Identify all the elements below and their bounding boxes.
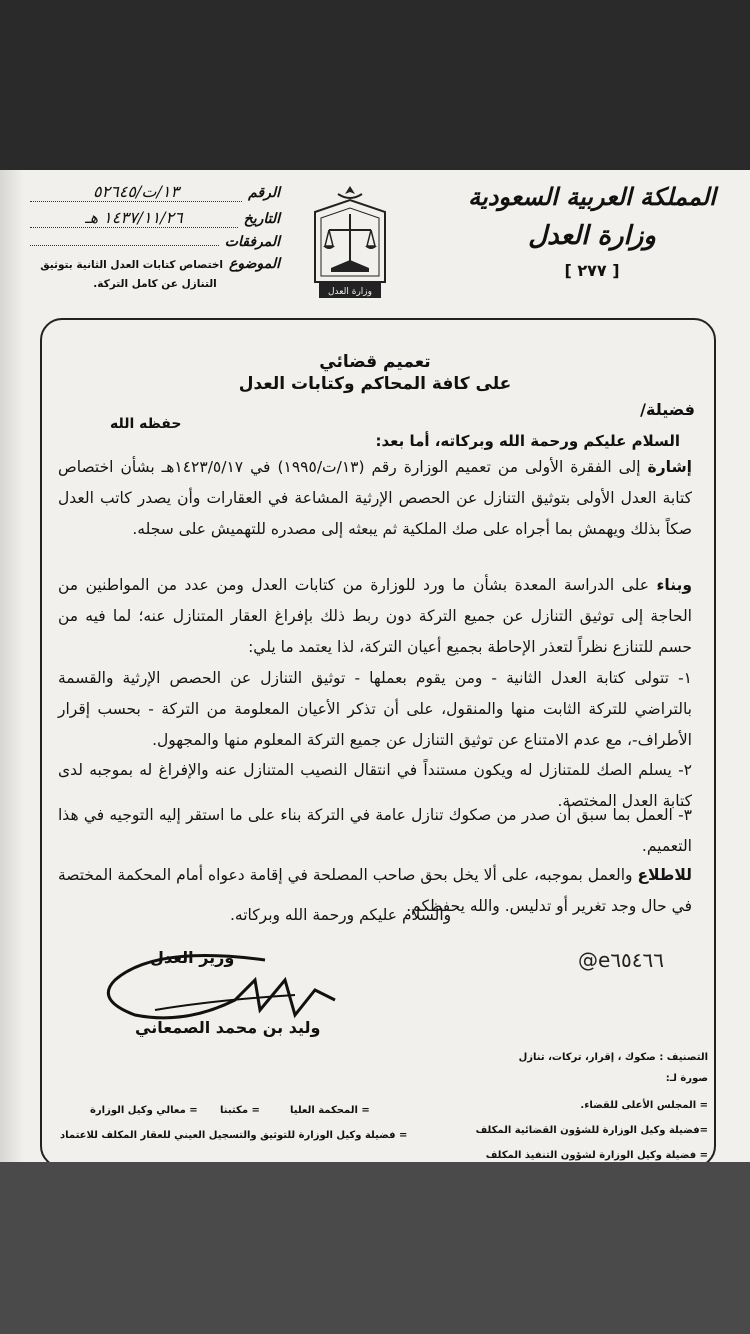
signatory-title: وزير العدل (150, 948, 235, 967)
p1-text: إلى الفقرة الأولى من تعميم الوزارة رقم (١٣/ت/١٩٩٥) في ١٤٢٣/٥/١٧هـ بشأن اختصاص كتابة العدل الأولى بتوثيق التنازل عن الحصص الإرثية المشاعة في العقارات وأن يصدر كاتب العدل صكاً بذلك ويهمش بما أجراه على صك الملكية ثم يبعثه إلى مصدره للتهميش على سجله. (58, 458, 692, 538)
title-line-1: تعميم قضائي (319, 352, 431, 372)
subject-row (30, 256, 280, 272)
paragraph-item-3: ٣- العمل بما سبق أن صدر من صكوك تنازل عامة في التركة بناء على ما استقر إليه التوجيه في هذا التعميم. (58, 806, 692, 855)
cc-item: = مكتبنا (220, 1105, 260, 1116)
subject-line-2: التنازل عن كامل التركة. (93, 278, 217, 290)
copy-to-label: صورة لـ: (665, 1073, 708, 1084)
attachments-row (30, 234, 280, 250)
signatory-name: وليد بن محمد الصمعاني (135, 1018, 321, 1037)
p2-lead: وبناء (656, 576, 692, 594)
cc-item: = المجلس الأعلى للقضاء. (580, 1100, 708, 1111)
document-page (0, 170, 750, 1162)
cc-item: = فضيلة وكيل الوزارة لشؤون التنفيذ المكلف (485, 1150, 708, 1161)
subject-row-2 (30, 278, 280, 290)
cc-item: = المحكمة العليا (290, 1105, 370, 1116)
date-value: ١٤٣٧/١١/٢٦ هـ (30, 208, 238, 228)
paragraph-study (58, 570, 692, 756)
reference-row (30, 182, 280, 202)
paragraph-item-2: ٢- يسلم الصك للمتنازل له ويكون مستنداً في انتقال النصيب المتنازل عنه والإفراغ له بموجبه لدى كتابة العدل المختصة. (58, 761, 692, 810)
classification: التصنيف : صكوك ، إقرار، تركات، تنازل (518, 1052, 708, 1063)
closing-line: والسلام عليكم ورحمة الله وبركاته. (230, 906, 452, 924)
cc-item: = فضيلة وكيل الوزارة للتوثيق والتسجيل العيني للعقار المكلف للاعتماد (60, 1130, 408, 1141)
watermark-handle: @e٦٥٤٦٦ (578, 948, 665, 972)
top-background (0, 0, 750, 170)
date-label: التاريخ (243, 211, 280, 227)
p2-text: على الدراسة المعدة بشأن ما ورد للوزارة من كتابات العدل ومن عدد من المواطنين من الحاجة إلى توثيق التنازل عن جميع التركة دون ربط ذلك بإفراغ العقار المتنازل عنه؛ لما فيه من حسم للتنازع نظراً لتعذر الإحاطة بجميع أعيان التركة، لذا يعتمد ما يلي: (58, 576, 692, 656)
reference-value: ١٣/ت/٥٢٦٤٥ (30, 182, 242, 202)
reference-label: الرقم (248, 185, 280, 201)
greeting: السلام عليكم ورحمة الله وبركاته، أما بعد: (375, 432, 680, 450)
ministry-name: وزارة العدل (528, 221, 656, 251)
p6-lead: للاطلاع (637, 866, 692, 884)
page-shadow (0, 170, 24, 1162)
ministry-emblem-icon (305, 182, 395, 302)
item-1: ١- تتولى كتابة العدل الثانية - ومن يقوم بعملها - توثيق التنازل عن الحصص الإرثية والقسمة بالتراضي للتركة الثابت منها والمنقول، على أن تذكر الأعيان المعلومة من التركة - بحسب إقرار الأطراف-، مع عدم الامتناع عن توثيق التنازل عن جميع التركة المعلوم منها والمجهول. (58, 669, 692, 749)
attachments-label: المرفقات (224, 234, 280, 250)
date-row (30, 208, 280, 228)
hafizahu-allah: حفظه الله (110, 416, 182, 432)
paragraph-reference (58, 452, 692, 545)
salutation: فضيلة/ (640, 400, 695, 419)
document-number: [ ٢٧٧ ] (564, 261, 620, 280)
cc-item: = معالي وكيل الوزارة (90, 1105, 198, 1116)
cc-item: =فضيلة وكيل الوزارة للشؤون القضائية المكلف (475, 1125, 708, 1136)
p1-lead: إشارة (647, 458, 692, 476)
p6-text: والعمل بموجبه، على ألا يخل بحق صاحب المصلحة في إقامة دعواه أمام المحكمة المختصة في حال وجد تغرير أو تدليس. والله يحفظكم. (58, 866, 692, 915)
title-line-2: على كافة المحاكم وكتابات العدل (238, 374, 512, 394)
letterhead-left (30, 182, 280, 296)
emblem-text: وزارة العدل (328, 287, 372, 297)
subject-line-1: اختصاص كتابات العدل الثانية بتوثيق (40, 259, 224, 271)
subject-label: الموضوع (229, 256, 280, 272)
bottom-background (0, 1162, 750, 1334)
kingdom-name: المملكة العربية السعودية (468, 182, 716, 211)
circular-title (0, 352, 750, 394)
letterhead-right (462, 182, 722, 280)
attachments-value (30, 245, 219, 246)
